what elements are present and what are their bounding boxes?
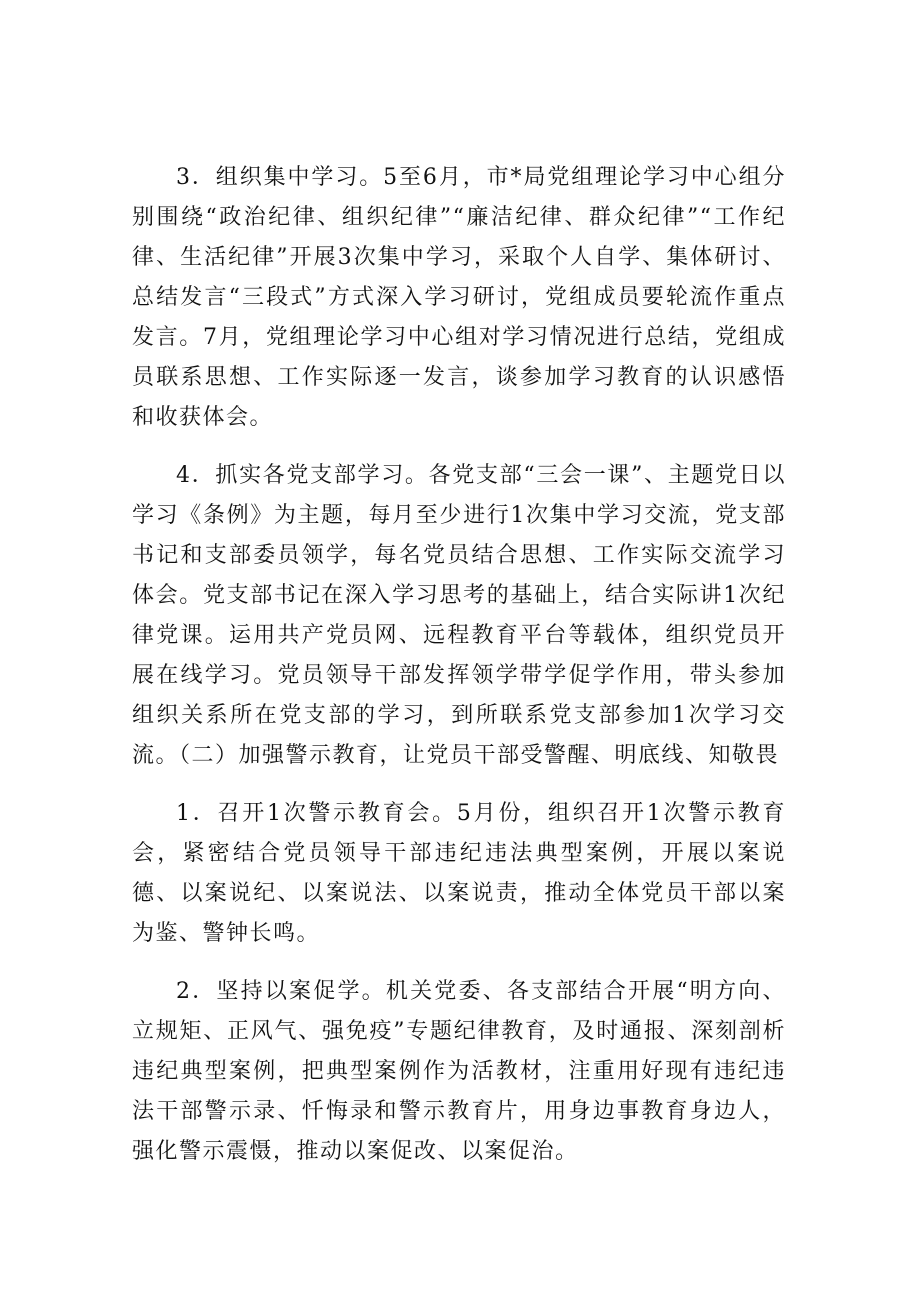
paragraph-warning-meeting: 1．召开1次警示教育会。5月份，组织召开1次警示教育会，紧密结合党员领导干部违纪违法典型案例，开展以案说德、以案说纪、以案说法、以案说责，推动全体党员干部以案为鉴、警钟长鸣。 [132, 801, 786, 946]
paragraph-case-study: 2．坚持以案促学。机关党委、各支部结合开展“明方向、立规矩、正风气、强免疫”专题纪律教育，及时通报、深刻剖析违纪典型案例，把典型案例作为活教材，注重用好现有违纪违法干部警示录、忏悔录和警示教育片，用身边事教育身边人，强化警示震慑，推动以案促改、以案促治。 [132, 979, 786, 1164]
paragraph-branch-study: 4．抓实各党支部学习。各党支部“三会一课”、主题党日以学习《条例》为主题，每月至少进行1次集中学习交流，党支部书记和支部委员领学，每名党员结合思想、工作实际交流学习体会。党支部书记在深入学习思考的基础上，结合实际讲1次纪律党课。运用共产党员网、远程教育平台等载体，组织党员开展在线学习。党员领导干部发挥领学带学促学作用，带头参加组织关系所在党支部的学习，到所联系党支部参加1次学习交流。（二）加强警示教育，让党员干部受警醒、明底线、知敬畏 [132, 463, 786, 768]
paragraph-organize-central-study: 3．组织集中学习。5至6月，市*局党组理论学习中心组分别围绕“政治纪律、组织纪律”“廉洁纪律、群众纪律”“工作纪律、生活纪律”开展3次集中学习，采取个人自学、集体研讨、总结发言“三段式”方式深入学习研讨，党组成员要轮流作重点发言。7月，党组理论学习中心组对学习情况进行总结，党组成员联系思想、工作实际逐一发言，谈参加学习教育的认识感悟和收获体会。 [132, 165, 786, 430]
document-body [132, 158, 786, 1190]
